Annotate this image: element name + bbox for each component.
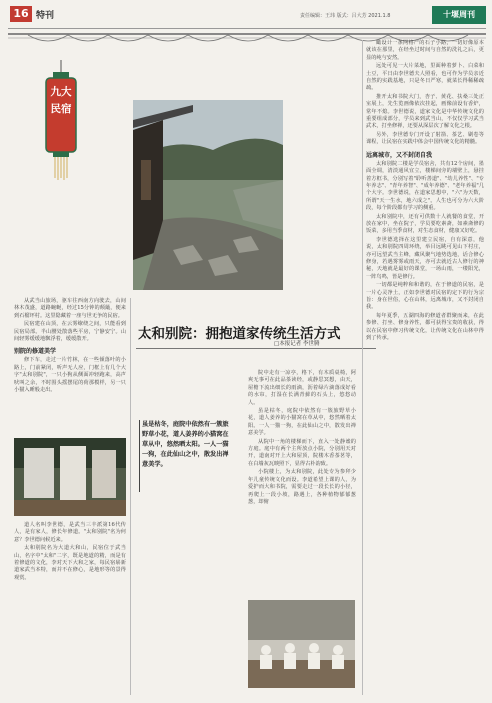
- paragraph: 远处可见一大片菜地，里面种着萝卜、白菜和土豆，平日由李世德夫人照看，也可作为学员亲近自然的实践基地，只是冬日严寒，就菜长得稀稀疏疏。: [366, 63, 484, 92]
- subheading: 别院的修道美学: [14, 348, 57, 356]
- lantern-banner: [44, 60, 78, 180]
- paragraph: 每年夏季，五湖四海的修道者群聚而来，在此参修、打坐、修身养性，都可获得宝贵的收获，得以在民宿中修习传统文化，让传统文化在山林中得到了传承。: [366, 312, 484, 342]
- column-2: [248, 370, 356, 507]
- masthead: 十堰周刊: [432, 6, 486, 24]
- headline: 太和别院：拥抱道家传统生活方式: [138, 326, 341, 342]
- column-divider: [130, 298, 131, 695]
- paragraph: 虽是枯冬，庭院中依然有一簇旅野草小花，道人姜养的小猫窝在草从中，悠然晒着太阳。一人一猫一狗，在此仙山之中，散发出禅意美学。: [248, 408, 356, 437]
- page-number: 16: [10, 6, 32, 22]
- paragraph: 太和别院中，还有可供数十人就餐的食堂，开放在家中，坐在院子，学员要吃素斋，如素斋修的饭菜，多用当季食材，对生态食材，健康又好吃。: [366, 213, 484, 235]
- courtyard-photo: [133, 100, 283, 290]
- column-1: [14, 298, 126, 395]
- paragraph: 太和别院二楼是学员宿舍，共有12个房间，墨面全调，清淡通风宜立，楼梯间旁的墙壁上，悬挂着方框书，分别写着"聆听善道"、"幼儿养性"、"专年养志"、"青年养智"、"成年养德"、"老年养福"几个大字。李世德说，在道家思想中，"六"为天数，所谓"天一生水，地六成之"。人生也可分为六大阶段，每个阶段都有学习的侧重。: [366, 160, 484, 212]
- headline-rule: [136, 348, 376, 349]
- paragraph: 院中走有一凉亭，格下，有木质桌椅，阿爽无事可在此品茶读经，或静思冥想，由天，屋檐下流出细长的雨滴，沥着绿片滴落成好看的水帘，打湿在长满青藓的石头上，悠悠动人。: [248, 370, 356, 406]
- editor-line: 责任编辑：王玮 版式：吕大芳 2021.1.8: [300, 13, 391, 19]
- paragraph: 修下车，走过一片竹林，在一些倾落叶的小路上，门前紧闭，听声无人应，门框上有几个大字"太和别院"，一只小狗从侧面冲轻跑来，高声吠叫之余，不时围头摇摆尾的荷那模样，另一只小猫入睡般走出。: [14, 357, 126, 394]
- column-3: [366, 40, 484, 343]
- paragraph: 从武当山旅场，驱车往西南方向驶去，山间林木茂盛，道路蜿蜒，经过15分钟的颠簸，便来到石榴坪村。这里隐藏着一座与世无争的民宿。: [14, 298, 126, 319]
- subheading: 远离城市，又不封闭自我: [366, 151, 433, 159]
- tea-ceremony-photo: [248, 600, 355, 688]
- column-1b: [14, 522, 126, 583]
- pull-quote: 虽是枯冬，庭院中依然有一簇旅野草小花，道人姜养的小猫窝在草从中，悠然晒太阳。一人一猫一狗，在此仙山之中，散发出禅意美学。: [142, 421, 229, 468]
- paragraph: 小院楼上，为太和别院，此处专为参拜少年儿童传统文化而设。李道希望上课的人，为爱护而大和书院，需要走过一段长长的小径，再爬上一段小坡，路遇上，各种植物郁郁葱葱，却俯: [248, 469, 356, 505]
- paragraph: 李世德选择在这里建立民宿，自有深意，他说，太和别院四周环绕，举目远眺可见山下村庄，亦可远望武当主峰，藏风聚气地势选地，话合修心修身，若遇雾雾或雨天，亦可去就近古人修行的神秘，天地就是最好的课堂，一场山雨，一缕阳光，一阵鸟鸣，皆是修行。: [366, 236, 484, 280]
- quote-rule: [139, 420, 140, 492]
- paragraph: 一切都是纯粹和和谐的，在于修道的民宿，是一片心灵净土，正如李世德对民宿的定下的行为宗旨：身在世俗，心在山林，远离城市，又不封闭自我。: [366, 282, 484, 311]
- header-rule: [8, 28, 486, 29]
- paragraph: 另外，李世德专门开设了射箭、茶艺、刷卷等课程，让民宿在实践中体会中国传统文化的精髓。: [366, 131, 484, 146]
- banner-title: 九大民宿: [50, 86, 72, 115]
- paragraph: 太和别院名为大道大和山，民宿位于武当山，名字中"太和"二字，既是地道的精，而是有着修道的文化，李对天下大和之家，每民宿崭新道家武当本特，而并不在修心，是地形等的景得观赏。: [14, 545, 126, 581]
- paragraph: 推开太和书院大门，杏子、黄花、扶桑三处正室展上，先生览画像依次挂起，画像前设有香炉，常年不熄。李世德说，道家文化是中华传统文化的重要组成部分，学员来到武当山，不仅仅学习武当武术，打坐修禅，还要从深层次了解文化之根。: [366, 93, 484, 130]
- paragraph: 民宿建在山顶，在云雾缭绕之间，只能看到民宿局部。半山腰处散落些平房，宁静安宁。山间轻雾缓缓地飘浮着，缓缓散开。: [14, 321, 126, 343]
- byline: □本报记者 李世腾: [274, 341, 320, 347]
- hanging-clothes-photo: [14, 438, 126, 516]
- page-header: [0, 0, 492, 28]
- section-label: 特刊: [36, 11, 55, 21]
- paragraph: 从院中一角的楼梯而下，直入一处静谧的方庭。庭中有两个主所放点小院，分别用天对开，道南对开上大和屋顶，院楼木香茶茗等，在白墙灰瓦映照下，显得古朴韵致。: [248, 438, 356, 467]
- paragraph: 道人名叫李世德，是武当三丰派第16代传人，是有家人，修长年修道。"太和别院"名为何意？李世德问候近来。: [14, 522, 126, 543]
- paragraph: 瞰设计一条网格产的石子小路，一切好像原本就该在那里，在经坐过时间与自然的洗礼之后，更显的纯与安然。: [366, 40, 484, 61]
- column-divider: [362, 40, 363, 695]
